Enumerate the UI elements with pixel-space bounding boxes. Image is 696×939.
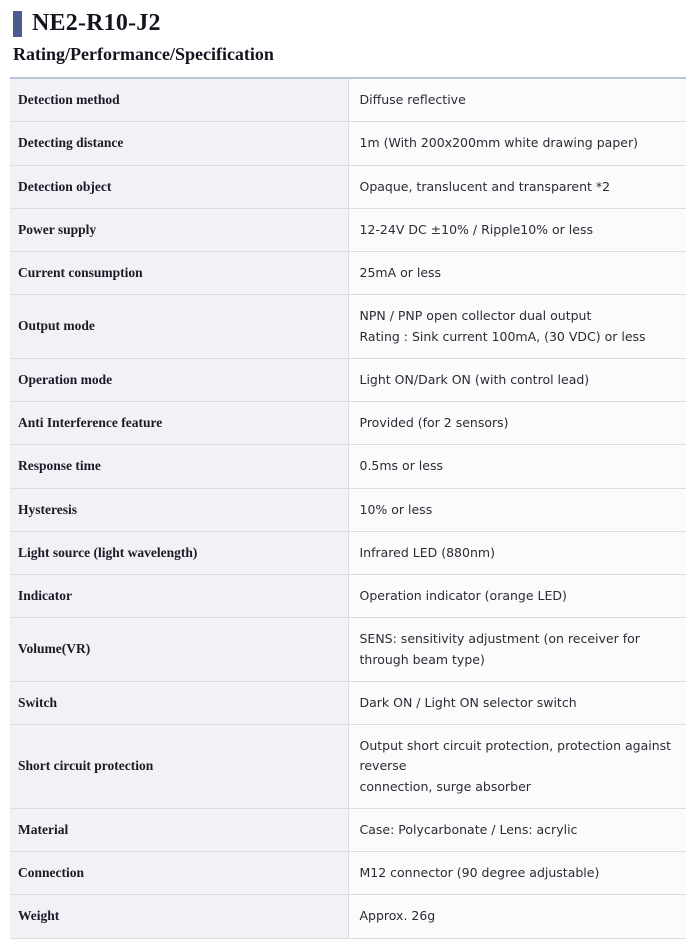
table-row — [10, 488, 686, 531]
table-row — [10, 681, 686, 724]
spec-label: Response time — [10, 445, 348, 488]
specification-table-body — [10, 74, 686, 938]
spec-label: Current consumption — [10, 252, 348, 295]
spec-value-line: Diffuse reflective — [359, 92, 466, 107]
spec-label: Short circuit protection — [10, 725, 348, 809]
spec-label: Power supply — [10, 208, 348, 251]
spec-value-line: NPN / PNP open collector dual output — [359, 308, 592, 324]
spec-value-line: Dark ON / Light ON selector switch — [359, 694, 577, 710]
product-title-row — [10, 0, 686, 41]
spec-value — [348, 295, 686, 359]
table-row — [10, 295, 686, 359]
spec-value-line: SENS: sensitivity adjustment (on receiver for through beam type) — [359, 631, 640, 667]
spec-value-line: Operation indicator (orange LED) — [359, 588, 567, 603]
spec-value — [348, 165, 686, 208]
table-row — [10, 78, 686, 122]
table-row — [10, 575, 686, 618]
spec-value — [348, 895, 686, 938]
spec-label: Detection method — [10, 78, 348, 122]
spec-label: Connection — [10, 852, 348, 895]
spec-value-line: 1m (With 200x200mm white drawing paper) — [359, 135, 638, 151]
spec-value-line: 10% or less — [359, 501, 433, 517]
spec-label: Light source (light wavelength) — [10, 531, 348, 574]
spec-value — [348, 575, 686, 618]
spec-label: Detection object — [10, 165, 348, 208]
spec-value — [348, 808, 686, 851]
spec-label: Output mode — [10, 295, 348, 359]
spec-value — [348, 252, 686, 295]
table-row — [10, 358, 686, 401]
spec-label: Hysteresis — [10, 488, 348, 531]
spec-value-line: 25mA or less — [359, 265, 442, 280]
spec-label: Weight — [10, 895, 348, 938]
specification-table — [10, 74, 686, 939]
table-row — [10, 618, 686, 682]
spec-value-line: Approx. 26g — [359, 908, 436, 924]
spec-label: Material — [10, 808, 348, 851]
spec-label: Volume(VR) — [10, 618, 348, 682]
table-row — [10, 725, 686, 809]
table-row — [10, 808, 686, 851]
spec-value — [348, 208, 686, 251]
spec-label: Switch — [10, 681, 348, 724]
page-title: NE2-R10-J2 — [32, 10, 161, 36]
section-heading: Rating/Performance/Specification — [13, 44, 274, 64]
spec-value-line: Rating : Sink current 100mA, (30 VDC) or less — [359, 328, 646, 344]
spec-value-line: Provided (for 2 sensors) — [359, 415, 509, 430]
spec-value — [348, 122, 686, 165]
spec-value — [348, 852, 686, 895]
spec-value — [348, 618, 686, 682]
spec-value — [348, 681, 686, 724]
spec-value-line: connection, surge absorber — [359, 778, 531, 794]
table-row — [10, 122, 686, 165]
table-row — [10, 208, 686, 251]
spec-value — [348, 725, 686, 809]
spec-value-line: Case: Polycarbonate / Lens: acrylic — [359, 821, 578, 837]
spec-value-line: Light ON/Dark ON (with control lead) — [359, 371, 590, 387]
spec-value — [348, 402, 686, 445]
spec-label: Detecting distance — [10, 122, 348, 165]
spec-value — [348, 358, 686, 401]
spec-value — [348, 531, 686, 574]
spec-value — [348, 445, 686, 488]
table-row — [10, 252, 686, 295]
spec-value-line: M12 connector (90 degree adjustable) — [359, 865, 600, 880]
spec-label: Indicator — [10, 575, 348, 618]
table-row — [10, 531, 686, 574]
spec-value — [348, 78, 686, 122]
spec-value-line: 0.5ms or less — [359, 458, 443, 474]
table-row — [10, 402, 686, 445]
spec-value-line: 12-24V DC ±10% / Ripple10% or less — [359, 221, 593, 237]
table-row — [10, 445, 686, 488]
table-row — [10, 165, 686, 208]
spec-label: Anti Interference feature — [10, 402, 348, 445]
spec-value-line: Output short circuit protection, protection against reverse — [359, 738, 672, 774]
spec-value-line: Infrared LED (880nm) — [359, 544, 495, 560]
spec-value — [348, 488, 686, 531]
spec-value-line: Opaque, translucent and transparent *2 — [359, 178, 611, 194]
spec-label: Operation mode — [10, 358, 348, 401]
accent-bar — [13, 11, 22, 37]
table-row — [10, 852, 686, 895]
table-row — [10, 895, 686, 938]
